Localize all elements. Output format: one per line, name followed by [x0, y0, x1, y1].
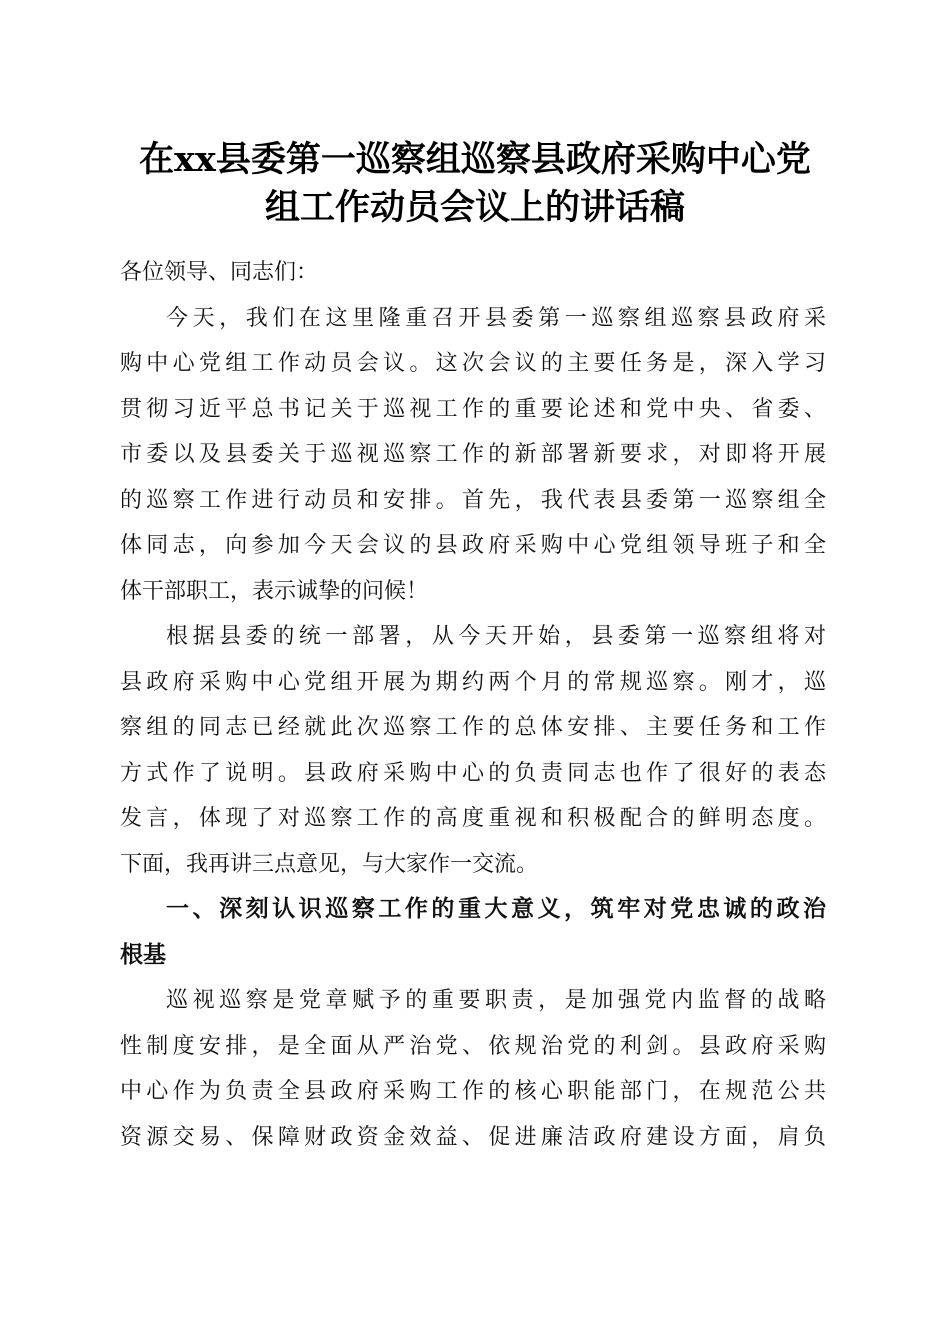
- section-heading-line: 根基: [120, 941, 166, 968]
- paragraph-1-line: 体同志，向参加今天会议的县政府采购中心党组领导班子和全: [120, 533, 826, 558]
- paragraph-1-line: 体干部职工，表示诚挚的问候！: [120, 578, 429, 604]
- section-heading-line: 一、深刻认识巡察工作的重大意义，筑牢对党忠诚的政治: [166, 896, 826, 922]
- title-line-2: 组工作动员会议上的讲话稿: [264, 187, 685, 228]
- paragraph-2-line: 察组的同志已经就此次巡察工作的总体安排、主要任务和工作: [120, 715, 826, 740]
- paragraph-2-line: 下面，我再讲三点意见，与大家作一交流。: [120, 851, 539, 877]
- paragraph-3-line: 资源交易、保障财政资金效益、促进廉洁政府建设方面，肩负: [120, 1124, 826, 1150]
- paragraph-2-line: 方式作了说明。县政府采购中心的负责同志也作了很好的表态: [120, 760, 826, 786]
- paragraph-3-line: 巡视巡察是党章赋予的重要职责，是加强党内监督的战略: [166, 988, 826, 1013]
- title-line-1: 在xx县委第一巡察组巡察县政府采购中心党: [139, 139, 811, 180]
- document-body: [120, 250, 826, 1160]
- paragraph-1-line: 购中心党组工作动员会议。这次会议的主要任务是，深入学习: [120, 351, 826, 376]
- paragraph-2-line: 发言，体现了对巡察工作的高度重视和积极配合的鲜明态度。: [120, 806, 826, 831]
- paragraph-3-line: 性制度安排，是全面从严治党、依规治党的利剑。县政府采购: [120, 1033, 826, 1059]
- paragraph-2-line: 根据县委的统一部署，从今天开始，县委第一巡察组将对: [166, 624, 826, 649]
- paragraph-1-line: 贯彻习近平总书记关于巡视工作的重要论述和党中央、省委、: [120, 396, 826, 422]
- paragraph-1-line: 市委以及县委关于巡视巡察工作的新部署新要求，对即将开展: [120, 442, 826, 467]
- salutation: 各位领导、同志们：: [120, 260, 319, 285]
- paragraph-1-line: 今天，我们在这里隆重召开县委第一巡察组巡察县政府采: [166, 305, 826, 331]
- paragraph-2-line: 县政府采购中心党组开展为期约两个月的常规巡察。刚才，巡: [120, 669, 826, 695]
- paragraph-3-line: 中心作为负责全县政府采购工作的核心职能部门，在规范公共: [120, 1079, 826, 1104]
- paragraph-1-line: 的巡察工作进行动员和安排。首先，我代表县委第一巡察组全: [120, 487, 826, 513]
- document-title: [110, 136, 840, 232]
